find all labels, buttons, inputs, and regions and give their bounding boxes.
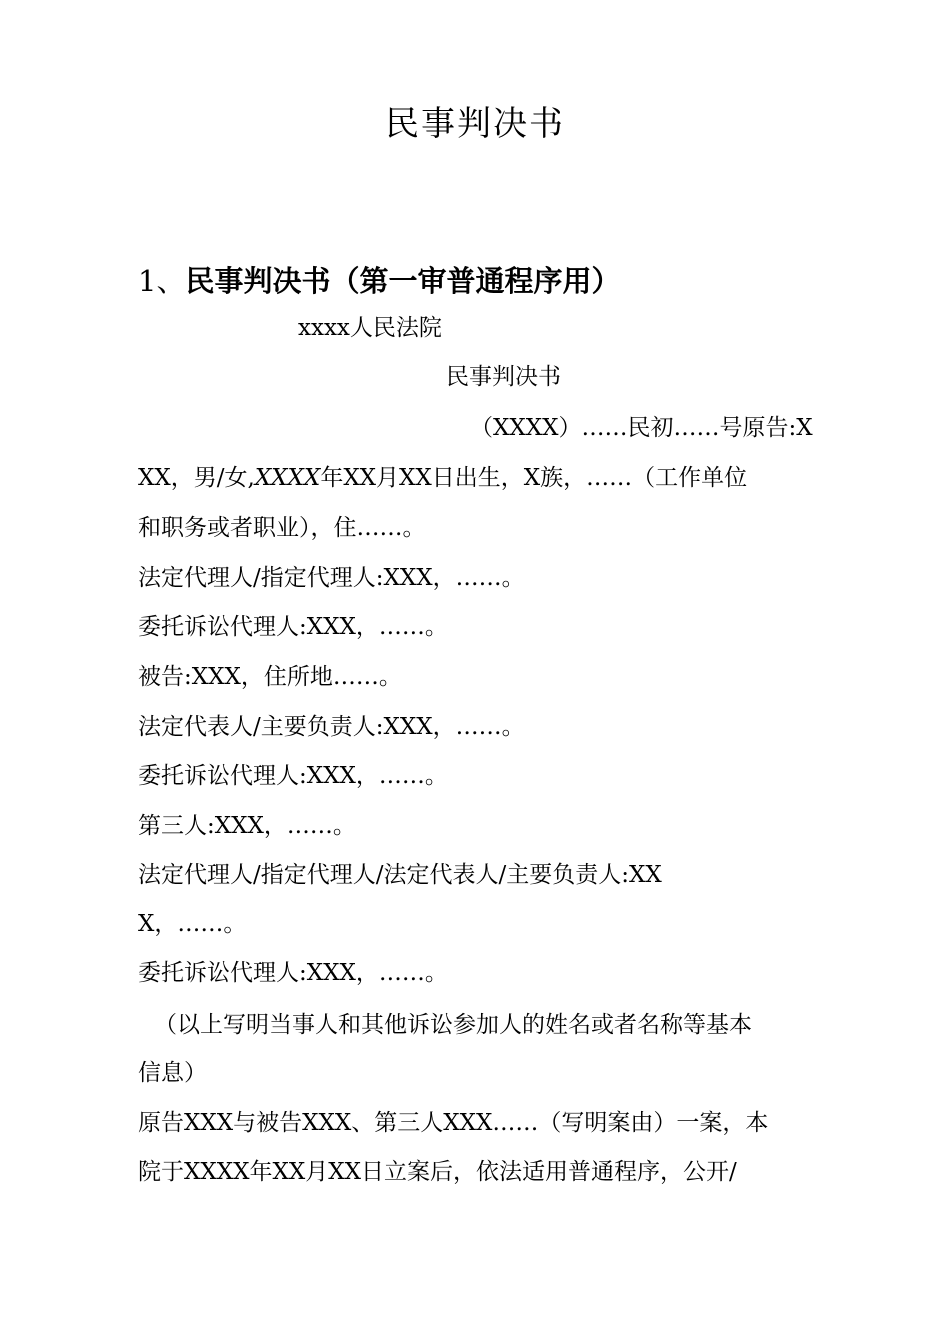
court-name: xxxx人民法院 — [298, 315, 442, 341]
body-line: 和职务或者职业），住……。 — [138, 515, 426, 541]
plaintiff-info-line — [138, 462, 747, 494]
body-line: 法定代理人/指定代理人:XXX，……。 — [138, 565, 525, 591]
section-number: 1、 — [138, 264, 186, 298]
document-title: 民事判决书 — [385, 104, 565, 144]
plaintiff-info-part-a: XX，男/女, — [138, 465, 255, 491]
body-line: X，……。 — [138, 911, 247, 937]
body-line: 法定代理人/指定代理人/法定代表人/主要负责人:XX — [138, 862, 662, 888]
plaintiff-info-year: XXXX — [254, 465, 321, 491]
body-line: 法定代表人/主要负责人:XXX，……。 — [138, 714, 525, 740]
case-number-line: （XXXX）……民初……号原告:X — [470, 415, 813, 441]
body-line: 委托诉讼代理人:XXX，……。 — [138, 960, 448, 986]
body-line: 委托诉讼代理人:XXX，……。 — [138, 763, 448, 789]
body-line: 第三人:XXX，……。 — [138, 813, 356, 839]
body-line: 原告XXX与被告XXX、第三人XXX……（写明案由）一案，本 — [138, 1110, 769, 1136]
body-line: 院于XXXX年XX月XX日立案后，依法适用普通程序，公开/ — [138, 1159, 737, 1185]
body-line: （以上写明当事人和其他诉讼参加人的姓名或者名称等基本 — [154, 1012, 752, 1038]
body-line: 委托诉讼代理人:XXX，……。 — [138, 614, 448, 640]
section-title: 民事判决书（第一审普通程序用） — [185, 264, 621, 298]
body-line: 信息） — [138, 1060, 207, 1086]
plaintiff-info-part-c: 年XX月XX日出生，X族，……（工作单位 — [320, 465, 748, 491]
body-line: 被告:XXX，住所地……。 — [138, 664, 402, 690]
section-heading — [138, 260, 620, 302]
document-subtitle: 民事判决书 — [446, 364, 561, 390]
